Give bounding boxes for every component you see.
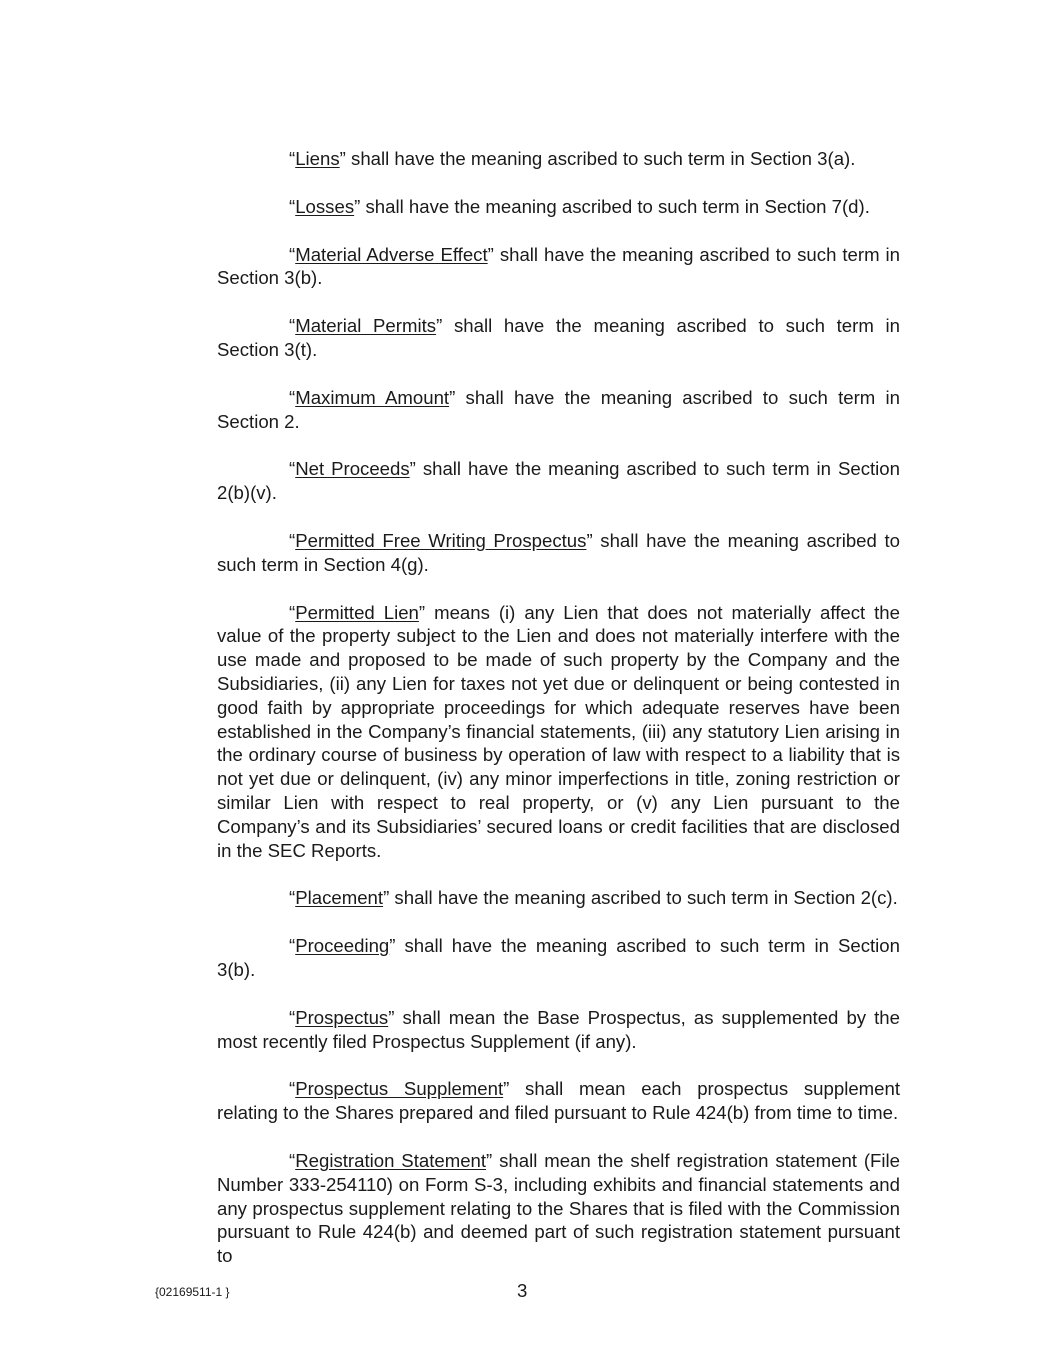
definition-registration-statement: “Registration Statement” shall mean the shelf registration statement (File Number 333-254110) on Form S-3, including exhibits and financial statements and any prospectus supplement relating to the Shares that is filed with the Commission pursuant to Rule 424(b) and deemed part of such registration statement pursuant to	[217, 1149, 900, 1267]
definition-text: shall mean the Base Prospectus, as supplemented by the most recently filed Prospectus Supplement (if any).	[217, 1006, 900, 1052]
definition-proceeding: “Proceeding” shall have the meaning ascribed to such term in Section 3(b).	[217, 935, 900, 980]
defined-term: Prospectus Supplement	[295, 1078, 504, 1100]
definition-text: shall have the meaning ascribed to such term in Section 3(b).	[217, 243, 900, 289]
definition-text: shall mean each prospectus supplement relating to the Shares prepared and filed pursuant to Rule 424(b) from time to time.	[217, 1078, 900, 1124]
definition-text: shall have the meaning ascribed to such term in Section 3(a).	[345, 148, 856, 169]
definition-losses: “Losses” shall have the meaning ascribed to such term in Section 7(d).	[289, 195, 870, 217]
definition-text: means (i) any Lien that does not materially affect the value of the property subject to the Lien and does not materially interfere with the use made and proposed to be made of such property by the Company and the Subsidiaries, (ii) any Lien for taxes not yet due or delinquent or being contested in good faith by appropriate proceedings for which adequate reserves have been established in the Company’s financial statements, (iii) any statutory Lien arising in the ordinary course of business by operation of law with respect to a liability that is not yet due or delinquent, (iv) any minor imperfections in title, zoning restriction or similar Lien with respect to real property, or (v) any Lien pursuant to the Company’s and its Subsidiaries’ secured loans or credit facilities that are disclosed in the SEC Reports.	[217, 601, 900, 861]
definition-text: shall have the meaning ascribed to such term in Section 7(d).	[360, 195, 870, 217]
defined-term: Maximum Amount	[295, 386, 450, 408]
definition-text: shall have the meaning ascribed to such term in Section 3(t).	[217, 315, 900, 360]
defined-term: Registration Statement	[295, 1149, 487, 1171]
defined-term: Permitted Lien	[295, 601, 419, 623]
defined-term: Liens	[295, 148, 340, 169]
defined-term: Permitted Free Writing Prospectus	[295, 529, 587, 551]
definition-text: shall have the meaning ascribed to such term in Section 4(g).	[217, 529, 901, 575]
defined-term: Prospectus	[295, 1006, 389, 1028]
definition-placement: “Placement” shall have the meaning ascribed to such term in Section 2(c).	[289, 887, 898, 909]
definition-prospectus: “Prospectus” shall mean the Base Prospectus, as supplemented by the most recently filed Prospectus Supplement (if any).	[217, 1006, 900, 1052]
defined-term: Material Adverse Effect	[295, 243, 488, 265]
page-number: 3	[517, 1280, 528, 1301]
definition-text: shall have the meaning ascribed to such term in Section 2(b)(v).	[217, 458, 900, 504]
document-body	[217, 147, 900, 1292]
definition-text: shall have the meaning ascribed to such term in Section 2.	[217, 386, 901, 432]
definition-material-adverse-effect: “Material Adverse Effect” shall have the meaning ascribed to such term in Section 3(b).	[217, 243, 900, 289]
definition-maximum-amount: “Maximum Amount” shall have the meaning ascribed to such term in Section 2.	[217, 386, 901, 432]
definition-permitted-free-writing-prospectus: “Permitted Free Writing Prospectus” shall have the meaning ascribed to such term in Section 4(g).	[217, 529, 901, 575]
definition-text: shall mean the shelf registration statement (File Number 333-254110) on Form S-3, including exhibits and financial statements and any prospectus supplement relating to the Shares that is filed with the Commission pursuant to Rule 424(b) and deemed part of such registration statement pursuant to	[217, 1149, 900, 1267]
definition-text: shall have the meaning ascribed to such term in Section 3(b).	[217, 935, 900, 980]
definition-net-proceeds: “Net Proceeds” shall have the meaning ascribed to such term in Section 2(b)(v).	[217, 458, 900, 504]
defined-term: Material Permits	[295, 315, 437, 337]
defined-term: Net Proceeds	[295, 458, 410, 480]
definition-text: shall have the meaning ascribed to such term in Section 2(c).	[389, 887, 898, 909]
defined-term: Placement	[295, 887, 384, 909]
definition-liens: “Liens” shall have the meaning ascribed to such term in Section 3(a).	[289, 148, 856, 169]
document-id: {02169511-1 }	[155, 1285, 230, 1299]
definition-permitted-lien: “Permitted Lien” means (i) any Lien that does not materially affect the value of the property subject to the Lien and does not materially interfere with the use made and proposed to be made of such property by the Company and the Subsidiaries, (ii) any Lien for taxes not yet due or delinquent or being contested in good faith by appropriate proceedings for which adequate reserves have been established in the Company’s financial statements, (iii) any statutory Lien arising in the ordinary course of business by operation of law with respect to a liability that is not yet due or delinquent, (iv) any minor imperfections in title, zoning restriction or similar Lien with respect to real property, or (v) any Lien pursuant to the Company’s and its Subsidiaries’ secured loans or credit facilities that are disclosed in the SEC Reports.	[217, 601, 900, 861]
defined-term: Proceeding	[295, 935, 390, 957]
definition-prospectus-supplement: “Prospectus Supplement” shall mean each prospectus supplement relating to the Shares prepared and filed pursuant to Rule 424(b) from time to time.	[217, 1078, 900, 1124]
definition-material-permits: “Material Permits” shall have the meaning ascribed to such term in Section 3(t).	[217, 315, 900, 360]
defined-term: Losses	[295, 195, 355, 217]
